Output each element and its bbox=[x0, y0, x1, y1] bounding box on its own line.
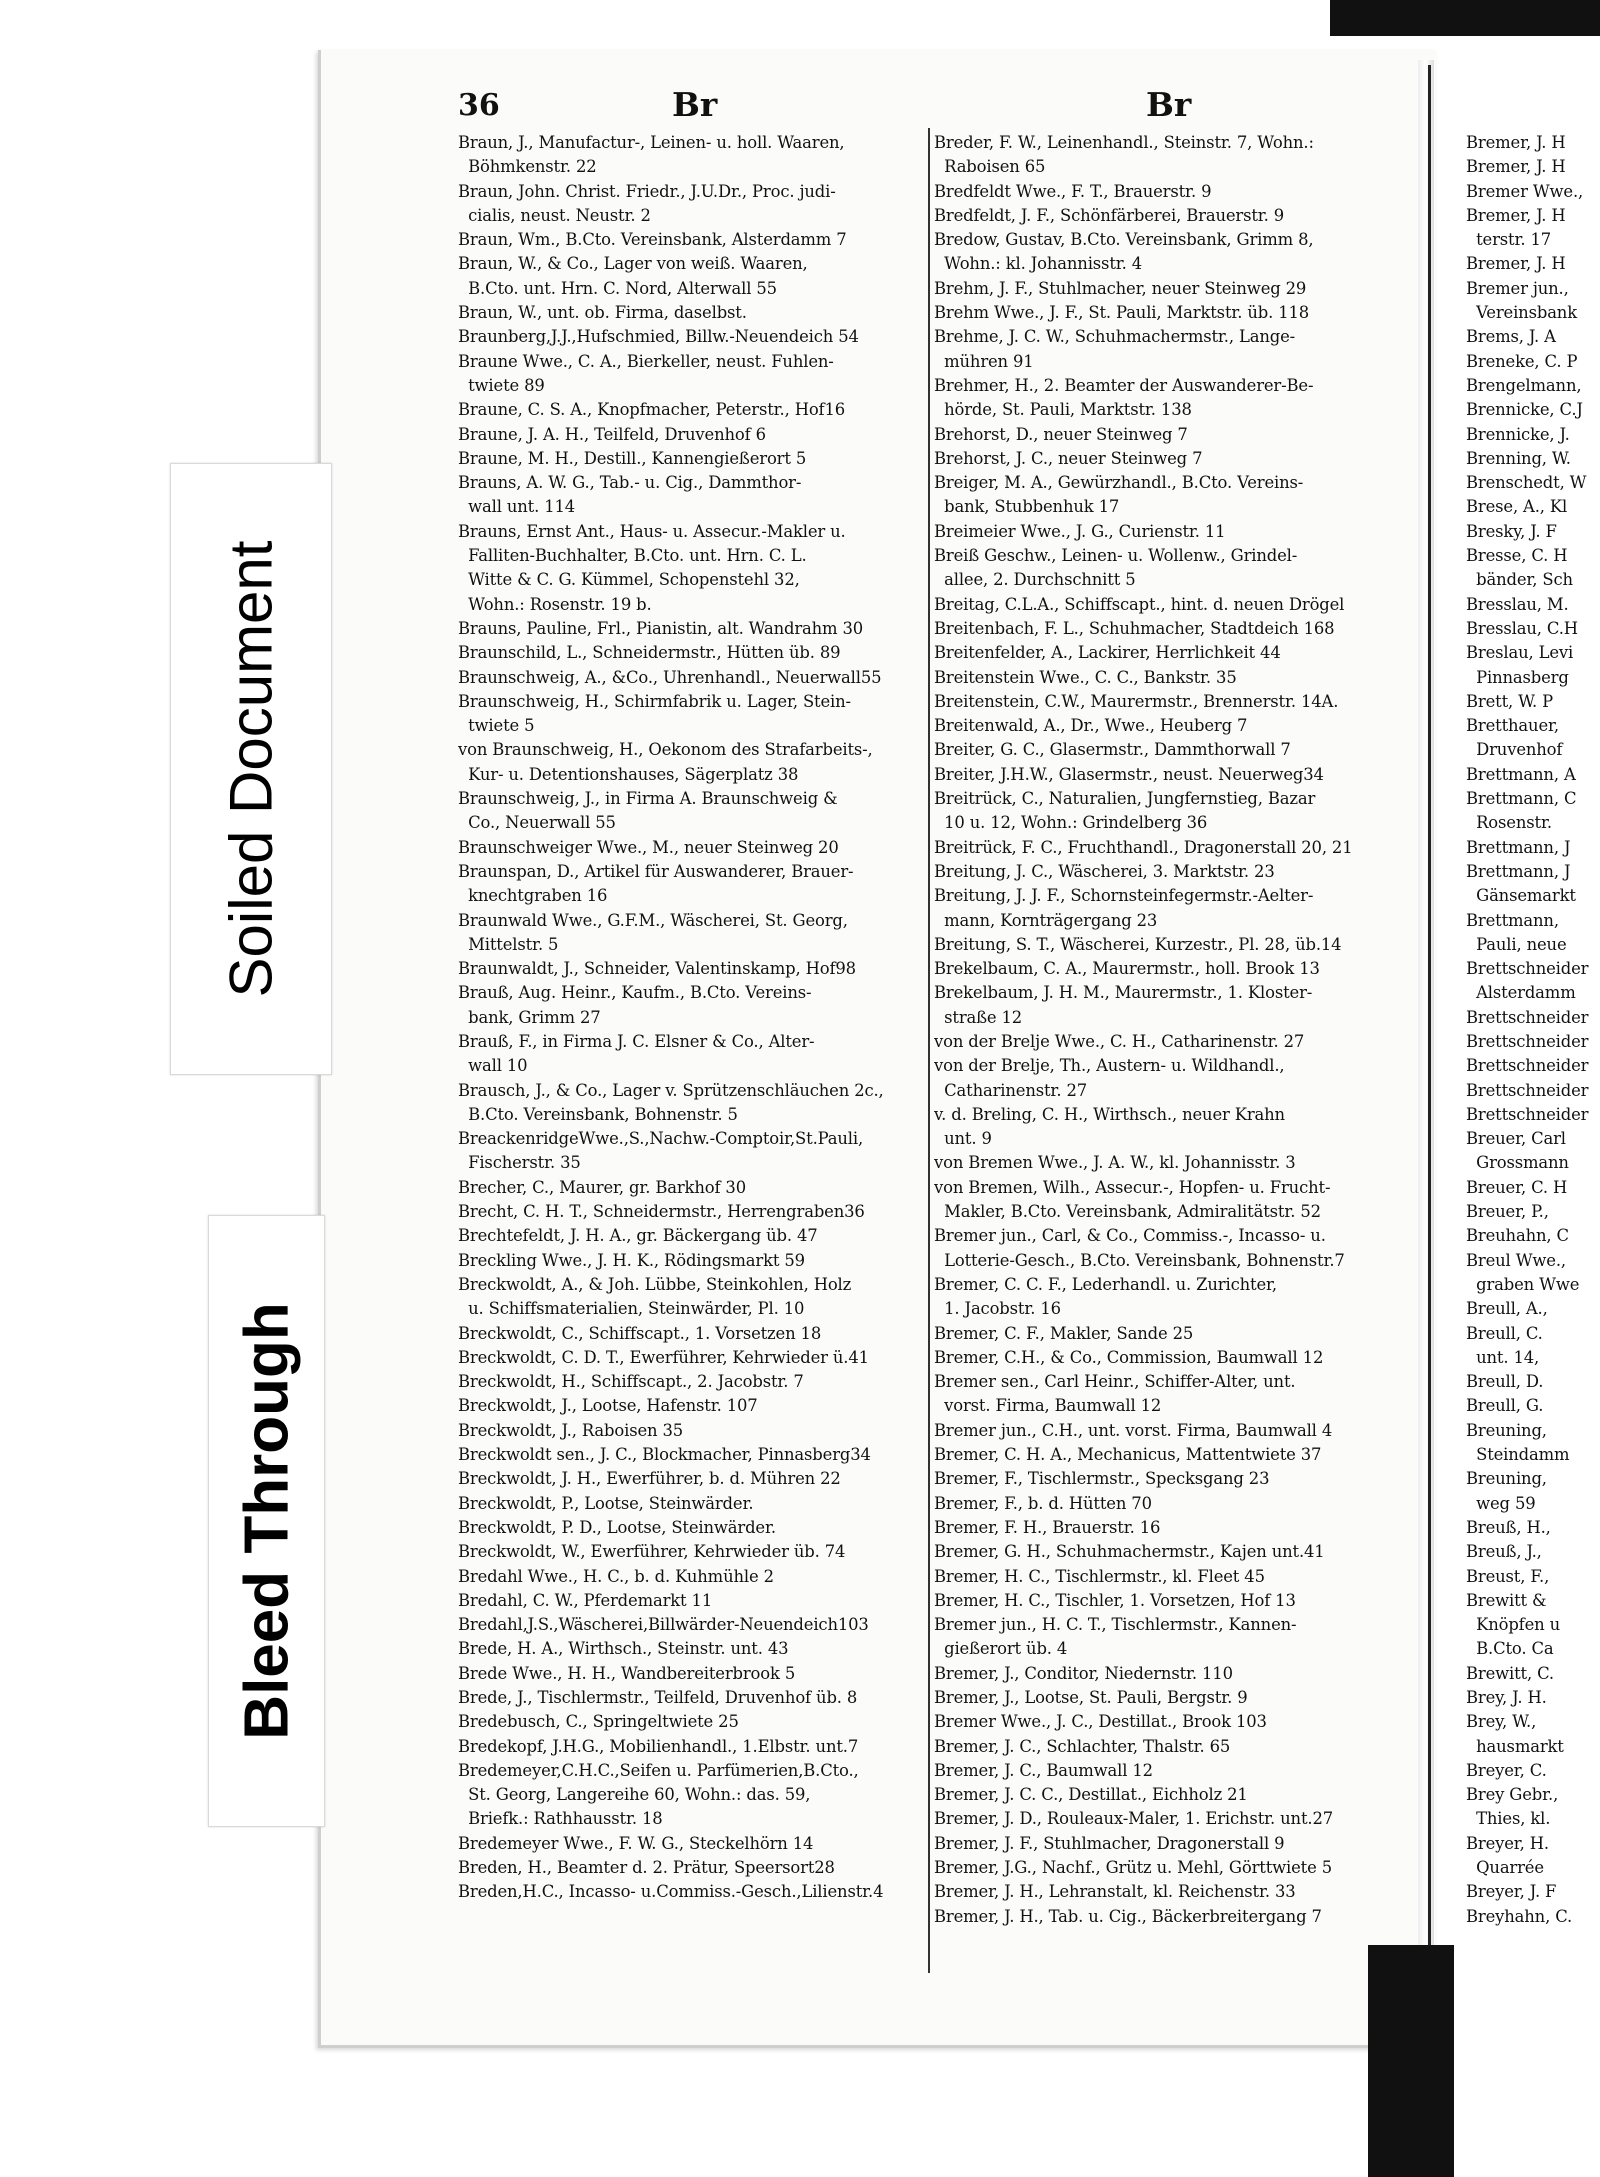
directory-entry-line: Braune, J. A. H., Teilfeld, Druvenhof 6 bbox=[458, 424, 766, 444]
directory-entry-line: Brengelmann, bbox=[1466, 375, 1582, 395]
directory-entry-line: Breden,H.C., Incasso- u.Commiss.-Gesch.,Lilienstr.4 bbox=[458, 1882, 884, 1902]
directory-entry-line: wall 10 bbox=[458, 1056, 528, 1076]
directory-entry-line: Grossmann bbox=[1466, 1153, 1569, 1173]
directory-entry-line: Thies, kl. bbox=[1466, 1809, 1551, 1829]
directory-entry-line: Breimeier Wwe., J. G., Curienstr. 11 bbox=[934, 521, 1226, 541]
directory-entry-line: Bredfeldt Wwe., F. T., Brauerstr. 9 bbox=[934, 181, 1212, 201]
directory-entry-line: Braunberg,J.J.,Hufschmied, Billw.-Neuendeich 54 bbox=[458, 327, 859, 347]
directory-entry-line: Bremer jun., bbox=[1466, 278, 1569, 298]
directory-entry-line: Braunschweig, J., in Firma A. Braunschweig & bbox=[458, 789, 838, 809]
directory-entry-line: von der Brelje Wwe., C. H., Catharinenstr. 27 bbox=[934, 1031, 1305, 1051]
directory-entry-line: Bremer, C. C. F., Lederhandl. u. Zurichter, bbox=[934, 1274, 1277, 1294]
directory-entry-line: straße 12 bbox=[934, 1007, 1023, 1027]
directory-entry-line: Bremer, H. C., Tischlermstr., kl. Fleet 45 bbox=[934, 1566, 1265, 1586]
directory-entry-line: Brettschneider bbox=[1466, 1104, 1589, 1124]
directory-entry-line: Brems, J. A bbox=[1466, 327, 1556, 347]
directory-entry-line: Breckwoldt, W., Ewerführer, Kehrwieder üb. 74 bbox=[458, 1542, 846, 1562]
directory-entry-line: St. Georg, Langereihe 60, Wohn.: das. 59, bbox=[458, 1785, 811, 1805]
directory-entry-line: Braun, W., & Co., Lager von weiß. Waaren, bbox=[458, 254, 808, 274]
directory-entry-line: Breder, F. W., Leinenhandl., Steinstr. 7, Wohn.: bbox=[934, 133, 1314, 152]
directory-entry-line: Brey, J. H. bbox=[1466, 1688, 1547, 1707]
scan-dark-strip-bottom bbox=[1368, 1945, 1454, 2177]
directory-entry-line: Bremer, J. F., Stuhlmacher, Dragonerstall 9 bbox=[934, 1833, 1285, 1853]
directory-entry-line: Breuhahn, C bbox=[1466, 1226, 1569, 1246]
directory-entry-line: Wohn.: kl. Johannisstr. 4 bbox=[934, 254, 1143, 274]
directory-entry-line: Breuß, H., bbox=[1466, 1517, 1551, 1537]
running-header-right: Br bbox=[1146, 85, 1192, 124]
directory-entry-line: Breuer, P., bbox=[1466, 1202, 1549, 1222]
directory-entry-line: Brehme, J. C. W., Schuhmachermstr., Lange- bbox=[934, 327, 1296, 347]
directory-entry-line: Breuning, bbox=[1466, 1469, 1547, 1489]
directory-entry-line: Brauns, A. W. G., Tab.- u. Cig., Dammthor- bbox=[458, 473, 802, 493]
directory-entry-line: Breull, D. bbox=[1466, 1372, 1544, 1392]
directory-entry-line: B.Cto. Ca bbox=[1466, 1639, 1554, 1659]
directory-entry-line: hausmarkt bbox=[1466, 1736, 1564, 1756]
directory-entry-line: Breiß Geschw., Leinen- u. Wollenw., Grindel- bbox=[934, 546, 1298, 566]
directory-entry-line: Witte & C. G. Kümmel, Schopenstehl 32, bbox=[458, 570, 800, 590]
directory-entry-line: Bremer, C. F., Makler, Sande 25 bbox=[934, 1323, 1194, 1343]
bleed-through-label: Bleed Through bbox=[232, 1302, 301, 1740]
directory-entry-line: Brauß, Aug. Heinr., Kaufm., B.Cto. Vereins- bbox=[458, 983, 812, 1003]
directory-entry-line: Steindamm bbox=[1466, 1445, 1570, 1465]
directory-entry-line: Brewitt, C. bbox=[1466, 1663, 1554, 1683]
directory-entry-line: von Bremen Wwe., J. A. W., kl. Johannisstr. 3 bbox=[934, 1153, 1296, 1173]
directory-entry-line: Braun, W., unt. ob. Firma, daselbst. bbox=[458, 303, 747, 323]
directory-entry-line: Alsterdamm bbox=[1466, 983, 1576, 1003]
directory-entry-line: Brauns, Pauline, Frl., Pianistin, alt. Wandrahm 30 bbox=[458, 618, 864, 638]
directory-entry-line: Brettmann, J bbox=[1466, 861, 1571, 881]
directory-entry-line: Brehorst, D., neuer Steinweg 7 bbox=[934, 424, 1188, 444]
directory-entry-line: Brettschneider bbox=[1466, 1031, 1589, 1051]
directory-entry-line: Breslau, Levi bbox=[1466, 643, 1574, 663]
directory-entry-line: Brehm Wwe., J. F., St. Pauli, Marktstr. üb. 118 bbox=[934, 303, 1310, 323]
directory-entry-line: Brede Wwe., H. H., Wandbereiterbrook 5 bbox=[458, 1663, 796, 1683]
running-header-left: Br bbox=[672, 85, 718, 124]
directory-entry-line: Bremer, J. D., Rouleaux-Maler, 1. Erichstr. unt.27 bbox=[934, 1809, 1334, 1829]
directory-entry-line: von Braunschweig, H., Oekonom des Strafarbeits-, bbox=[458, 740, 873, 760]
directory-entry-line: Brehmer, H., 2. Beamter der Auswanderer-Be- bbox=[934, 375, 1314, 395]
directory-entry-line: wall unt. 114 bbox=[458, 497, 576, 517]
directory-entry-line: von Bremen, Wilh., Assecur.-, Hopfen- u. Frucht- bbox=[934, 1177, 1331, 1197]
directory-entry-line: Böhmkenstr. 22 bbox=[458, 157, 597, 177]
directory-entry-line: Brewitt & bbox=[1466, 1590, 1547, 1610]
directory-entry-line: Breckwoldt, P., Lootse, Steinwärder. bbox=[458, 1493, 754, 1513]
directory-entry-line: Breyer, J. F bbox=[1466, 1882, 1557, 1902]
directory-entry-line: Bremer, F. H., Brauerstr. 16 bbox=[934, 1517, 1161, 1537]
directory-entry-line: 10 u. 12, Wohn.: Grindelberg 36 bbox=[934, 813, 1208, 833]
soiled-document-tab[interactable] bbox=[170, 463, 332, 1075]
directory-entry-line: Breitag, C.L.A., Schiffscapt., hint. d. neuen Drögel bbox=[934, 594, 1345, 614]
directory-entry-line: Brenschedt, W bbox=[1466, 473, 1587, 493]
page-number: 36 bbox=[458, 88, 500, 123]
directory-entry-line: Brede, H. A., Wirthsch., Steinstr. unt. 43 bbox=[458, 1639, 789, 1659]
directory-entry-line: Bremer, C. H. A., Mechanicus, Mattentwiete 37 bbox=[934, 1445, 1322, 1465]
directory-entry-line: Bremer, J. C., Baumwall 12 bbox=[934, 1760, 1153, 1780]
page-edge bbox=[1418, 60, 1434, 2040]
directory-entry-line: Lotterie-Gesch., B.Cto. Vereinsbank, Bohnenstr.7 bbox=[934, 1250, 1345, 1270]
directory-entry-line: Breitung, J. C., Wäscherei, 3. Marktstr. 23 bbox=[934, 861, 1275, 881]
directory-entry-line: Bremer, F., b. d. Hütten 70 bbox=[934, 1493, 1152, 1513]
directory-entry-line: Breckwoldt, J., Raboisen 35 bbox=[458, 1420, 684, 1440]
directory-entry-line: bank, Stubbenhuk 17 bbox=[934, 497, 1120, 517]
directory-entry-line: Breuß, J., bbox=[1466, 1542, 1542, 1562]
directory-entry-line: Brede, J., Tischlermstr., Teilfeld, Druvenhof üb. 8 bbox=[458, 1688, 858, 1707]
directory-entry-line: Braune Wwe., C. A., Bierkeller, neust. Fuhlen- bbox=[458, 351, 834, 371]
directory-entry-line: Bremer, J., Lootse, St. Pauli, Bergstr. 9 bbox=[934, 1688, 1248, 1707]
directory-entry-line: Brennicke, J. bbox=[1466, 424, 1570, 444]
directory-entry-line: Bredebusch, C., Springeltwiete 25 bbox=[458, 1712, 739, 1732]
directory-entry-line: Brehm, J. F., Stuhlmacher, neuer Steinweg 29 bbox=[934, 278, 1307, 298]
directory-entry-line: Bremer, C.H., & Co., Commission, Baumwall 12 bbox=[934, 1347, 1324, 1367]
directory-entry-line: Breuer, C. H bbox=[1466, 1177, 1568, 1197]
directory-entry-line: Brekelbaum, J. H. M., Maurermstr., 1. Kloster- bbox=[934, 983, 1313, 1003]
directory-column-3-facing-page bbox=[1466, 131, 1600, 1929]
directory-entry-line: Braune, C. S. A., Knopfmacher, Peterstr., Hof16 bbox=[458, 400, 846, 420]
directory-entry-line: Brausch, J., & Co., Lager v. Sprützenschläuchen 2c., bbox=[458, 1080, 884, 1100]
directory-entry-line: Bremer, J. C., Schlachter, Thalstr. 65 bbox=[934, 1736, 1231, 1756]
directory-entry-line: Falliten-Buchhalter, B.Cto. unt. Hrn. C. L. bbox=[458, 546, 807, 566]
directory-entry-line: Breyer, C. bbox=[1466, 1760, 1547, 1780]
directory-entry-line: twiete 89 bbox=[458, 375, 545, 395]
directory-entry-line: Breull, A., bbox=[1466, 1299, 1548, 1319]
directory-entry-line: vorst. Firma, Baumwall 12 bbox=[934, 1396, 1162, 1416]
directory-entry-line: Bremer sen., Carl Heinr., Schiffer-Alter, unt. bbox=[934, 1372, 1296, 1392]
directory-entry-line: bänder, Sch bbox=[1466, 570, 1573, 590]
directory-entry-line: Raboisen 65 bbox=[934, 157, 1046, 177]
directory-entry-line: Bremer, H. C., Tischler, 1. Vorsetzen, Hof 13 bbox=[934, 1590, 1296, 1610]
directory-entry-line: Mittelstr. 5 bbox=[458, 934, 559, 954]
directory-entry-line: Breden, H., Beamter d. 2. Prätur, Speersort28 bbox=[458, 1858, 835, 1878]
directory-entry-line: Bremer, J. H bbox=[1466, 205, 1566, 225]
directory-entry-line: Braunschild, L., Schneidermstr., Hütten üb. 89 bbox=[458, 643, 841, 663]
directory-entry-line: terstr. 17 bbox=[1466, 230, 1552, 250]
directory-entry-line: Bremer jun., H. C. T., Tischlermstr., Kannen- bbox=[934, 1615, 1297, 1635]
directory-entry-line: Bredemeyer,C.H.C.,Seifen u. Parfümerien,B.Cto., bbox=[458, 1760, 859, 1780]
directory-entry-line: Briefk.: Rathhausstr. 18 bbox=[458, 1809, 663, 1829]
directory-entry-line: Braunschweig, H., Schirmfabrik u. Lager, Stein- bbox=[458, 691, 851, 711]
directory-entry-line: Bremer, J.G., Nachf., Grütz u. Mehl, Görttwiete 5 bbox=[934, 1858, 1332, 1878]
directory-entry-line: B.Cto. unt. Hrn. C. Nord, Alterwall 55 bbox=[458, 278, 777, 298]
directory-entry-line: Knöpfen u bbox=[1466, 1615, 1561, 1635]
directory-entry-line: weg 59 bbox=[1466, 1493, 1536, 1513]
directory-entry-line: Breneke, C. P bbox=[1466, 351, 1578, 371]
directory-entry-line: Breckwoldt, J. H., Ewerführer, b. d. Mühren 22 bbox=[458, 1469, 841, 1489]
directory-entry-line: allee, 2. Durchschnitt 5 bbox=[934, 570, 1136, 590]
gutter-line bbox=[1428, 65, 1431, 2035]
directory-entry-line: Braun, John. Christ. Friedr., J.U.Dr., Proc. judi- bbox=[458, 181, 836, 201]
directory-entry-line: Breitung, S. T., Wäscherei, Kurzestr., Pl. 28, üb.14 bbox=[934, 934, 1342, 954]
directory-entry-line: gießerort üb. 4 bbox=[934, 1639, 1068, 1659]
directory-entry-line: Brese, A., Kl bbox=[1466, 497, 1568, 517]
directory-entry-line: Bresslau, C.H bbox=[1466, 618, 1578, 638]
directory-entry-line: unt. 9 bbox=[934, 1129, 992, 1149]
directory-entry-line: Bredfeldt, J. F., Schönfärberei, Brauerstr. 9 bbox=[934, 205, 1285, 225]
directory-entry-line: Breitenwald, A., Dr., Wwe., Heuberg 7 bbox=[934, 716, 1248, 736]
directory-column-2 bbox=[934, 131, 1402, 1929]
directory-entry-line: Bresslau, M. bbox=[1466, 594, 1569, 614]
directory-entry-line: mühren 91 bbox=[934, 351, 1034, 371]
directory-entry-line: Bredahl Wwe., H. C., b. d. Kuhmühle 2 bbox=[458, 1566, 774, 1586]
directory-entry-line: Breuning, bbox=[1466, 1420, 1547, 1440]
directory-entry-line: Brettmann, bbox=[1466, 910, 1559, 930]
directory-entry-line: Brauß, F., in Firma J. C. Elsner & Co., Alter- bbox=[458, 1031, 815, 1051]
directory-entry-line: v. d. Breling, C. H., Wirthsch., neuer Krahn bbox=[934, 1104, 1285, 1124]
directory-entry-line: Breul Wwe., bbox=[1466, 1250, 1566, 1270]
directory-entry-line: Breust, F., bbox=[1466, 1566, 1550, 1586]
directory-entry-line: Breyhahn, C. bbox=[1466, 1906, 1573, 1926]
directory-entry-line: Braune, M. H., Destill., Kannengießerort 5 bbox=[458, 448, 807, 468]
directory-entry-line: Brettmann, C bbox=[1466, 789, 1577, 809]
directory-entry-line: Brettschneider bbox=[1466, 1080, 1589, 1100]
directory-entry-line: Bresse, C. H bbox=[1466, 546, 1568, 566]
directory-entry-line: 1. Jacobstr. 16 bbox=[934, 1299, 1061, 1319]
directory-entry-line: Brauns, Ernst Ant., Haus- u. Assecur.-Makler u. bbox=[458, 521, 846, 541]
directory-entry-line: Breyer, H. bbox=[1466, 1833, 1549, 1853]
directory-entry-line: Bremer, J. H bbox=[1466, 254, 1566, 274]
directory-entry-line: Breitenstein, C.W., Maurermstr., Brennerstr. 14A. bbox=[934, 691, 1339, 711]
directory-entry-line: Breitenbach, F. L., Schuhmacher, Stadtdeich 168 bbox=[934, 618, 1335, 638]
soiled-document-label: Soiled Document bbox=[217, 540, 285, 998]
directory-entry-line: Breitrück, C., Naturalien, Jungfernstieg, Bazar bbox=[934, 789, 1316, 809]
directory-entry-line: Brennicke, C.J bbox=[1466, 400, 1583, 420]
directory-entry-line: hörde, St. Pauli, Marktstr. 138 bbox=[934, 400, 1192, 420]
directory-entry-line: Bredemeyer Wwe., F. W. G., Steckelhörn 14 bbox=[458, 1833, 814, 1853]
directory-entry-line: Brekelbaum, C. A., Maurermstr., holl. Brook 13 bbox=[934, 959, 1320, 979]
directory-entry-line: Pauli, neue bbox=[1466, 934, 1567, 954]
directory-entry-line: Bremer, J. C. C., Destillat., Eichholz 21 bbox=[934, 1785, 1248, 1805]
directory-entry-line: Breitenfelder, A., Lackirer, Herrlichkeit 44 bbox=[934, 643, 1281, 663]
directory-entry-line: Bremer Wwe., bbox=[1466, 181, 1584, 201]
directory-entry-line: Co., Neuerwall 55 bbox=[458, 813, 616, 833]
directory-entry-line: bank, Grimm 27 bbox=[458, 1007, 601, 1027]
directory-entry-line: Bremer, J. H., Tab. u. Cig., Bäckerbreitergang 7 bbox=[934, 1906, 1322, 1926]
directory-entry-line: Braun, J., Manufactur-, Leinen- u. holl. Waaren, bbox=[458, 133, 845, 152]
directory-entry-line: Wohn.: Rosenstr. 19 b. bbox=[458, 594, 652, 614]
directory-entry-line: Gänsemarkt bbox=[1466, 886, 1576, 906]
directory-entry-line: Breitrück, F. C., Fruchthandl., Dragonerstall 20, 21 bbox=[934, 837, 1353, 857]
directory-entry-line: Bremer, F., Tischlermstr., Specksgang 23 bbox=[934, 1469, 1270, 1489]
directory-entry-line: B.Cto. Vereinsbank, Bohnenstr. 5 bbox=[458, 1104, 738, 1124]
directory-entry-line: mann, Kornträgergang 23 bbox=[934, 910, 1158, 930]
directory-entry-line: Bremer, J., Conditor, Niedernstr. 110 bbox=[934, 1663, 1233, 1683]
directory-entry-line: Bresky, J. F bbox=[1466, 521, 1557, 541]
directory-entry-line: Pinnasberg bbox=[1466, 667, 1569, 687]
directory-entry-line: Bremer jun., C.H., unt. vorst. Firma, Baumwall 4 bbox=[934, 1420, 1333, 1440]
directory-entry-line: u. Schiffsmaterialien, Steinwärder, Pl. 10 bbox=[458, 1299, 805, 1319]
directory-entry-line: Brettmann, A bbox=[1466, 764, 1576, 784]
directory-entry-line: Bremer, J. H bbox=[1466, 157, 1566, 177]
directory-entry-line: Bremer, G. H., Schuhmachermstr., Kajen unt.41 bbox=[934, 1542, 1325, 1562]
directory-entry-line: Breckwoldt, J., Lootse, Hafenstr. 107 bbox=[458, 1396, 758, 1416]
directory-entry-line: Braunspan, D., Artikel für Auswanderer, Brauer- bbox=[458, 861, 854, 881]
directory-entry-line: Brettschneider bbox=[1466, 959, 1589, 979]
directory-entry-line: twiete 5 bbox=[458, 716, 535, 736]
directory-entry-line: Breckwoldt, H., Schiffscapt., 2. Jacobstr. 7 bbox=[458, 1372, 804, 1392]
directory-entry-line: Bretthauer, bbox=[1466, 716, 1559, 736]
directory-entry-line: Vereinsbank bbox=[1466, 303, 1577, 323]
directory-entry-line: Fischerstr. 35 bbox=[458, 1153, 581, 1173]
directory-entry-line: Breull, G. bbox=[1466, 1396, 1544, 1416]
directory-entry-line: Brenning, W. bbox=[1466, 448, 1571, 468]
directory-entry-line: Breckwoldt, P. D., Lootse, Steinwärder. bbox=[458, 1517, 776, 1537]
directory-entry-line: cialis, neust. Neustr. 2 bbox=[458, 205, 651, 225]
directory-entry-line: Brey Gebr., bbox=[1466, 1785, 1559, 1805]
directory-entry-line: Kur- u. Detentionshauses, Sägerplatz 38 bbox=[458, 764, 799, 784]
column-divider bbox=[928, 128, 930, 1973]
directory-entry-line: Breiter, G. C., Glasermstr., Dammthorwall 7 bbox=[934, 740, 1291, 760]
directory-entry-line: Brettschneider bbox=[1466, 1007, 1589, 1027]
directory-entry-line: Catharinenstr. 27 bbox=[934, 1080, 1087, 1100]
directory-entry-line: Brehorst, J. C., neuer Steinweg 7 bbox=[934, 448, 1203, 468]
directory-entry-line: Bremer Wwe., J. C., Destillat., Brook 103 bbox=[934, 1712, 1267, 1732]
directory-entry-line: Breckwoldt sen., J. C., Blockmacher, Pinnasberg34 bbox=[458, 1445, 871, 1465]
directory-entry-line: Brey, W., bbox=[1466, 1712, 1537, 1732]
directory-entry-line: Breckwoldt, A., & Joh. Lübbe, Steinkohlen, Holz bbox=[458, 1274, 852, 1294]
directory-entry-line: Breckwoldt, C. D. T., Ewerführer, Kehrwieder ü.41 bbox=[458, 1347, 869, 1367]
directory-entry-line: Breiger, M. A., Gewürzhandl., B.Cto. Vereins- bbox=[934, 473, 1304, 493]
directory-entry-line: Quarrée bbox=[1466, 1858, 1544, 1878]
directory-entry-line: Brettmann, J bbox=[1466, 837, 1571, 857]
scan-dark-strip-top bbox=[1330, 0, 1600, 36]
directory-entry-line: von der Brelje, Th., Austern- u. Wildhandl., bbox=[934, 1056, 1285, 1076]
directory-entry-line: Breitenstein Wwe., C. C., Bankstr. 35 bbox=[934, 667, 1237, 687]
directory-entry-line: Brechtefeldt, J. H. A., gr. Bäckergang üb. 47 bbox=[458, 1226, 818, 1246]
directory-entry-line: Braun, Wm., B.Cto. Vereinsbank, Alsterdamm 7 bbox=[458, 230, 847, 250]
directory-entry-line: knechtgraben 16 bbox=[458, 886, 608, 906]
directory-entry-line: Breckwoldt, C., Schiffscapt., 1. Vorsetzen 18 bbox=[458, 1323, 822, 1343]
directory-entry-line: Druvenhof bbox=[1466, 740, 1563, 760]
directory-entry-line: unt. 14, bbox=[1466, 1347, 1540, 1367]
directory-entry-line: Braunwaldt, J., Schneider, Valentinskamp, Hof98 bbox=[458, 959, 856, 979]
directory-entry-line: BreackenridgeWwe.,S.,Nachw.-Comptoir,St.Pauli, bbox=[458, 1129, 864, 1149]
directory-entry-line: Bredahl, C. W., Pferdemarkt 11 bbox=[458, 1590, 713, 1610]
directory-column-1 bbox=[458, 131, 922, 1905]
bleed-through-tab[interactable] bbox=[208, 1215, 325, 1827]
directory-entry-line: Braunwald Wwe., G.F.M., Wäscherei, St. Georg, bbox=[458, 910, 848, 930]
directory-entry-line: Brecher, C., Maurer, gr. Barkhof 30 bbox=[458, 1177, 746, 1197]
directory-entry-line: Breuer, Carl bbox=[1466, 1129, 1566, 1149]
directory-entry-line: Bredow, Gustav, B.Cto. Vereinsbank, Grimm 8, bbox=[934, 230, 1314, 250]
directory-entry-line: Brett, W. P bbox=[1466, 691, 1553, 711]
directory-entry-line: Breitung, J. J. F., Schornsteinfegermstr.-Aelter- bbox=[934, 886, 1314, 906]
directory-entry-line: Brettschneider bbox=[1466, 1056, 1589, 1076]
directory-entry-line: graben Wwe bbox=[1466, 1274, 1580, 1294]
directory-entry-line: Bredahl,J.S.,Wäscherei,Billwärder-Neuendeich103 bbox=[458, 1615, 869, 1635]
directory-entry-line: Braunschweig, A., &Co., Uhrenhandl., Neuerwall55 bbox=[458, 667, 882, 687]
directory-entry-line: Brecht, C. H. T., Schneidermstr., Herrengraben36 bbox=[458, 1202, 865, 1222]
directory-entry-line: Breull, C. bbox=[1466, 1323, 1543, 1343]
directory-entry-line: Bremer, J. H bbox=[1466, 133, 1566, 152]
directory-entry-line: Breiter, J.H.W., Glasermstr., neust. Neuerweg34 bbox=[934, 764, 1324, 784]
directory-entry-line: Rosenstr. bbox=[1466, 813, 1552, 833]
directory-entry-line: Breckling Wwe., J. H. K., Rödingsmarkt 59 bbox=[458, 1250, 805, 1270]
directory-entry-line: Bremer, J. H., Lehranstalt, kl. Reichenstr. 33 bbox=[934, 1882, 1296, 1902]
directory-entry-line: Bredekopf, J.H.G., Mobilienhandl., 1.Elbstr. unt.7 bbox=[458, 1736, 859, 1756]
directory-entry-line: Bremer jun., Carl, & Co., Commiss.-, Incasso- u. bbox=[934, 1226, 1326, 1246]
directory-entry-line: Makler, B.Cto. Vereinsbank, Admiralitätstr. 52 bbox=[934, 1202, 1321, 1222]
directory-entry-line: Braunschweiger Wwe., M., neuer Steinweg 20 bbox=[458, 837, 839, 857]
